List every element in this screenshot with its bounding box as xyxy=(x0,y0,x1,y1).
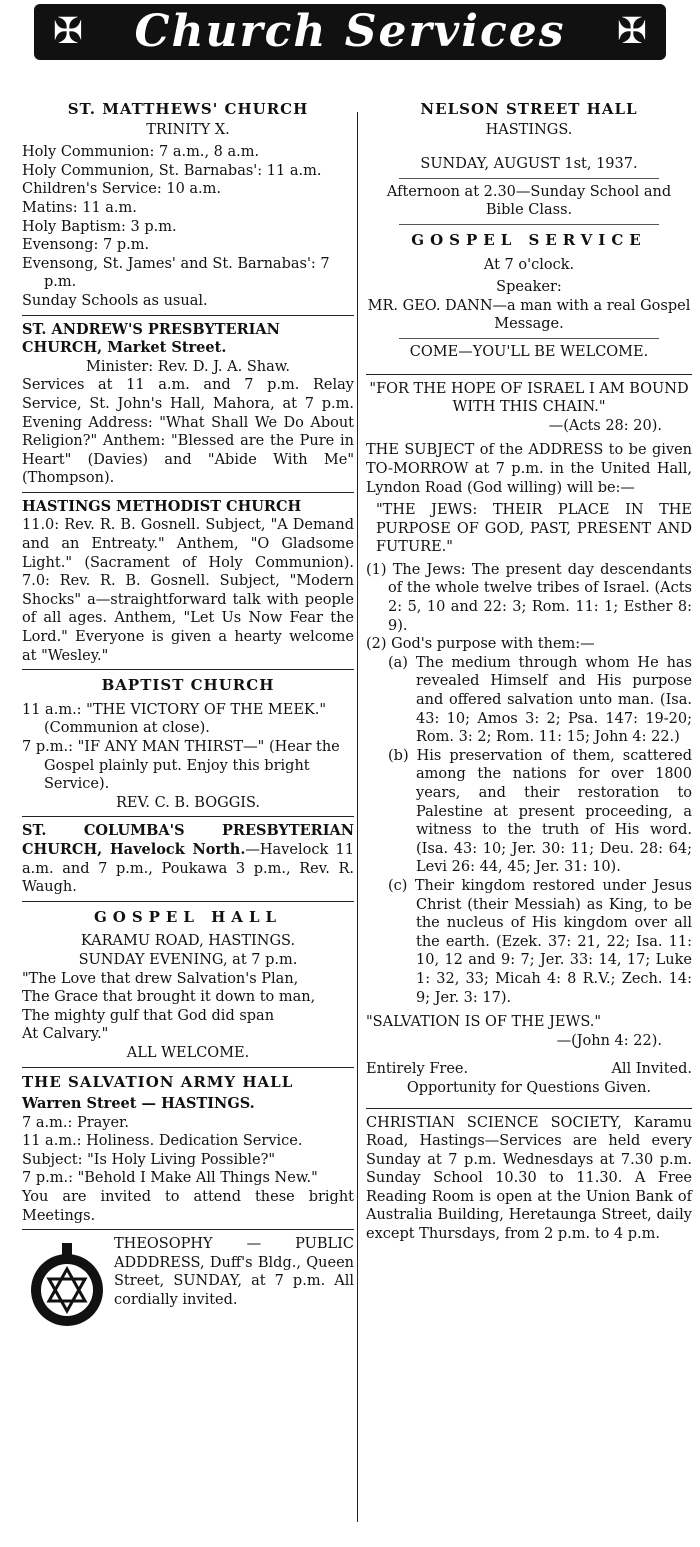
divider xyxy=(366,1108,692,1109)
divider xyxy=(22,816,354,817)
service-line: 7 p.m.: "IF ANY MAN THIRST—" (Hear the Gospel plainly put. Enjoy this bright Service). xyxy=(22,739,340,793)
time-line: At 7 o'clock. xyxy=(483,256,575,273)
date-line: SUNDAY, AUGUST 1st, 1937. xyxy=(420,156,638,173)
city-line: HASTINGS. xyxy=(485,121,573,138)
point-2b: (b) His preservation of them, scattered among the nations for over 1800 years, and their restoration to Palestine at present proceeding, a witness to the truth of His word. (Isa. 43: 10; Jer. 30: 11; Deu. 28: 64; Levi 26: 44, 45; Jer. 31: 10). xyxy=(388,747,692,876)
welcome-line: ALL WELCOME. xyxy=(126,1044,250,1061)
quote-reference: —(Acts 28: 20). xyxy=(548,417,662,434)
minister-line: Minister: Rev. D. J. A. Shaw. xyxy=(85,358,291,375)
speaker-name: MR. GEO. DANN—a man with a real Gospel Message. xyxy=(367,297,691,333)
divider xyxy=(399,338,660,339)
verse-line: The Grace that brought it down to man, xyxy=(22,989,316,1006)
address-line: KARAMU ROAD, HASTINGS. xyxy=(80,933,296,950)
nelson-street-notice xyxy=(366,100,692,362)
gospel-hall-notice xyxy=(22,908,354,1063)
divider xyxy=(399,178,660,179)
point-2: (2) God's purpose with them:— xyxy=(366,636,595,653)
banner xyxy=(0,0,700,68)
methodist-notice xyxy=(22,498,354,665)
point-1: (1) The Jews: The present day descendants of the whole twelve tribes of Israel. (Acts 2: 5, 10 and 22: 3; Rom. 11: 1; Esther 8: 9). xyxy=(366,561,692,634)
invited-label: All Invited. xyxy=(611,1061,692,1078)
divider xyxy=(22,1067,354,1068)
afternoon-line: Afternoon at 2.30—Sunday School and Bible Class. xyxy=(386,183,672,219)
theosophy-notice xyxy=(22,1235,354,1331)
verse-line: At Calvary." xyxy=(22,1026,109,1043)
st-andrews-notice xyxy=(22,321,354,488)
verse-line: "The Love that drew Salvation's Plan, xyxy=(22,970,299,987)
notice-body: CHRISTIAN SCIENCE SOCIETY, Karamu Road, Hastings—Services are held every Sunday at 7 p.m. Wednesdays at 7.30 p.m. Sunday School 10.30 to 11.30. A Free Reading Room is open at the Union Bank of Australia Building, Heretaunga Street, daily except Thursdays, from 2 p.m. to 4 p.m. xyxy=(366,1114,692,1243)
service-line: Children's Service: 10 a.m. xyxy=(22,181,222,198)
left-column xyxy=(22,98,354,1331)
closing-quote: "SALVATION IS OF THE JEWS." xyxy=(366,1014,602,1031)
cross-ornament-icon: ✠ xyxy=(616,11,648,52)
service-line: You are invited to attend these bright Meetings. xyxy=(22,1189,354,1224)
divider xyxy=(22,1229,354,1230)
service-line: Evensong: 7 p.m. xyxy=(22,237,150,254)
column-divider xyxy=(357,112,358,1522)
address-topic: "THE JEWS: THEIR PLACE IN THE PURPOSE OF GOD, PAST, PRESENT AND FUTURE." xyxy=(376,502,692,556)
speaker-label: Speaker: xyxy=(496,279,562,296)
theosophy-emblem-icon xyxy=(22,1235,112,1331)
time-line: SUNDAY EVENING, at 7 p.m. xyxy=(78,951,298,968)
address-intro: THE SUBJECT of the ADDRESS to be given TO-MORROW at 7 p.m. in the United Hall, Lyndon Road (God willing) will be:— xyxy=(366,442,692,496)
service-line: 11 a.m.: "THE VICTORY OF THE MEEK." (Communion at close). xyxy=(22,701,327,737)
israel-address-notice xyxy=(366,380,692,1098)
point-2c: (c) Their kingdom restored under Jesus Christ (their Messiah) as King, to be the nucleus of His kingdom over all the earth. (Ezek. 37: 21, 22; Isa. 11: 10, 12 and 9: 7; Jer. 33: 14, 17; Luke 1: 32, 33; Micah 4: 8 R.V.; Zech. 14: 9; Jer. 3: 17). xyxy=(388,877,692,1006)
notice-heading: HASTINGS METHODIST CHURCH xyxy=(22,497,302,515)
service-line: 7 p.m.: "Behold I Make All Things New." xyxy=(22,1170,318,1187)
notice-body: Services at 11 a.m. and 7 p.m. Relay Service, St. John's Hall, Mahora, at 7 p.m. Evening Address: "What Shall We Do About Religion?" Anthem: "Blessed are the Pure in Heart" (Davies) and "Abide With Me" (Thompson). xyxy=(22,377,354,487)
notice-heading: NELSON STREET HALL xyxy=(420,100,638,118)
notice-heading: ST. ANDREW'S PRESBYTERIAN CHURCH, Market Street. xyxy=(22,320,280,357)
service-line: Matins: 11 a.m. xyxy=(22,199,137,216)
free-label: Entirely Free. xyxy=(366,1061,469,1078)
notice-body: THEOSOPHY — PUBLIC ADDDRESS, Duff's Bldg., Queen Street, SUNDAY, at 7 p.m. All cordially invited. xyxy=(114,1236,354,1309)
divider xyxy=(22,669,354,670)
divider xyxy=(22,901,354,902)
divider xyxy=(399,224,660,225)
minister-line: REV. C. B. BOGGIS. xyxy=(115,794,261,811)
verse-line: The mighty gulf that God did span xyxy=(22,1007,275,1024)
divider xyxy=(366,374,692,375)
notice-body: —Havelock 11 a.m. and 7 p.m., Poukawa 3 p.m., Rev. R. Waugh. xyxy=(22,841,354,896)
christian-science-notice xyxy=(366,1114,692,1244)
salvation-army-notice xyxy=(22,1073,354,1226)
right-column xyxy=(366,98,692,1244)
notice-heading: GOSPEL HALL xyxy=(93,907,283,926)
service-line: Holy Baptism: 3 p.m. xyxy=(22,218,177,235)
welcome-line: COME—YOU'LL BE WELCOME. xyxy=(409,343,649,360)
service-line: 7 a.m.: Prayer. xyxy=(22,1114,129,1131)
divider xyxy=(22,492,354,493)
address-line: Warren Street — HASTINGS. xyxy=(22,1095,255,1113)
closing-reference: —(John 4: 22). xyxy=(556,1032,662,1049)
gospel-service-heading: GOSPEL SERVICE xyxy=(411,230,647,249)
st-columba-notice xyxy=(22,822,354,896)
service-line: Subject: "Is Holy Living Possible?" xyxy=(22,1151,276,1168)
st-matthews-notice xyxy=(22,100,354,311)
notice-body: 11.0: Rev. R. B. Gosnell. Subject, "A Demand and an Entreaty." Anthem, "O Gladsome Light." (Sacrament of Holy Communion). 7.0: Rev. R. B. Gosnell. Subject, "Modern Shocks" a—straightforward talk with people of all ages. Anthem, "Let Us Now Fear the Lord." Everyone is given a hearty welcome at "Wesley." xyxy=(22,517,354,664)
cross-ornament-icon: ✠ xyxy=(52,11,84,52)
notice-heading: THE SALVATION ARMY HALL xyxy=(22,1072,294,1091)
service-line: Holy Communion, St. Barnabas': 11 a.m. xyxy=(22,162,322,179)
service-line: Holy Communion: 7 a.m., 8 a.m. xyxy=(22,144,260,161)
service-line: 11 a.m.: Holiness. Dedication Service. xyxy=(22,1133,303,1150)
divider xyxy=(22,315,354,316)
questions-line: Opportunity for Questions Given. xyxy=(406,1079,652,1096)
baptist-notice xyxy=(22,676,354,812)
service-line: Evensong, St. James' and St. Barnabas': 7 p.m. xyxy=(22,255,330,291)
point-2a: (a) The medium through whom He has revealed Himself and His purpose and offered salvation unto man. (Isa. 43: 10; Amos 3: 2; Psa. 147: 19-20; Rom. 3: 2; Rom. 11: 15; John 4: 22.) xyxy=(388,654,692,746)
notice-heading: ST. MATTHEWS' CHURCH xyxy=(67,100,309,118)
notice-heading: ST. COLUMBA'S PRESBYTERIAN CHURCH, Havelock North. xyxy=(22,822,354,858)
notice-subheading: TRINITY X. xyxy=(146,121,230,138)
page-title: Church Services xyxy=(134,6,566,57)
service-line: Sunday Schools as usual. xyxy=(22,292,208,309)
quote-line: "FOR THE HOPE OF ISRAEL I AM BOUND WITH THIS CHAIN." xyxy=(369,380,689,416)
notice-heading: BAPTIST CHURCH xyxy=(101,676,275,695)
